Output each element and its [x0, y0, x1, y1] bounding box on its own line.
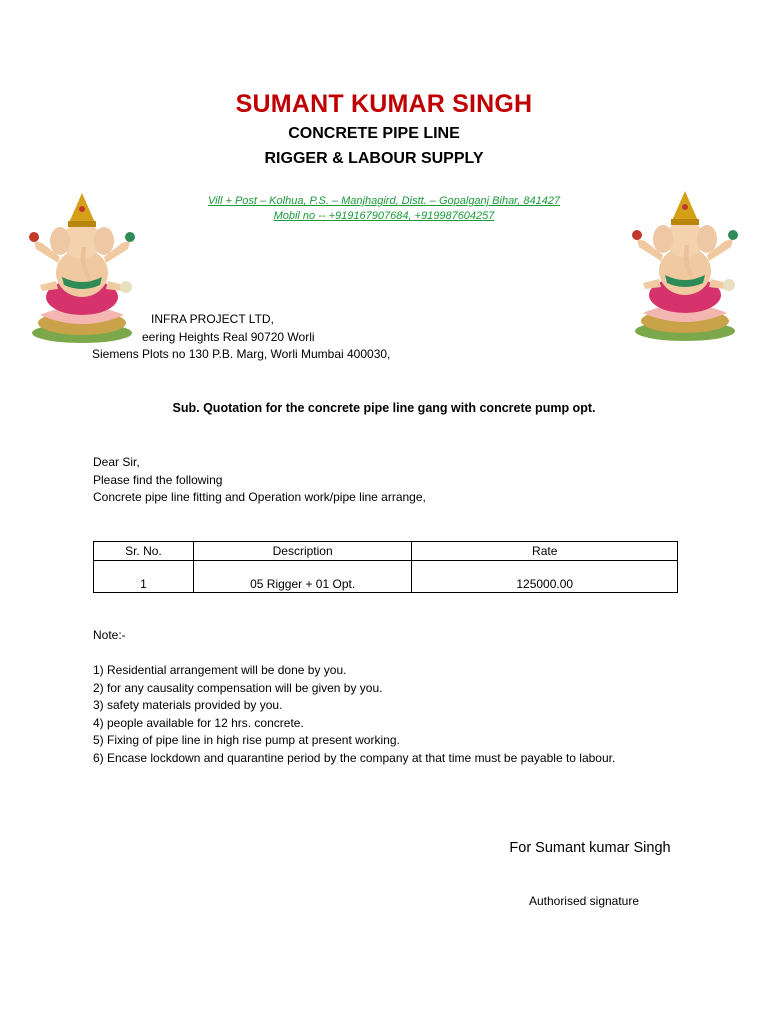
note-item: 3) safety materials provided by you.	[93, 698, 283, 712]
business-line-1: CONCRETE PIPE LINE	[288, 125, 460, 142]
header-rate: Rate	[412, 542, 678, 561]
table-header-row	[94, 542, 678, 561]
authorised-signature: Authorised signature	[528, 894, 640, 908]
intro-text: Please find the following	[93, 472, 223, 487]
business-line-2: RIGGER & LABOUR SUPPLY	[264, 150, 484, 167]
note-item: 5) Fixing of pipe line in high rise pump at present working.	[93, 733, 400, 747]
ganesha-idol-image-right	[625, 183, 745, 343]
contact-address: Vill + Post – Kolhua, P.S. – Manjhagird, Distt. – Gopalganj Bihar, 841427	[207, 195, 561, 207]
work-description: Concrete pipe line fitting and Operation work/pipe line arrange,	[93, 490, 426, 504]
salutation: Dear Sir,	[93, 455, 140, 469]
contact-mobile: Mobil no -- +919167907684, +919987604257	[273, 210, 495, 222]
recipient-line-2: eering Heights Real 90720 Worli	[142, 329, 315, 344]
note-item: 4) people available for 12 hrs. concrete.	[93, 715, 304, 730]
note-label: Note:-	[93, 628, 126, 642]
recipient-line-3: Siemens Plots no 130 P.B. Marg, Worli Mumbai 400030,	[92, 347, 391, 361]
subject-line: Sub. Quotation for the concrete pipe line gang with concrete pump opt.	[172, 401, 596, 415]
note-item: 1) Residential arrangement will be done by you.	[93, 663, 347, 677]
cell-rate: 125000.00	[412, 561, 678, 593]
notes-list	[93, 662, 693, 767]
table-row	[94, 561, 678, 593]
header-description: Description	[193, 542, 412, 561]
company-name: SUMANT KUMAR SINGH	[235, 90, 533, 118]
cell-description: 05 Rigger + 01 Opt.	[193, 561, 412, 593]
recipient-line-1: INFRA PROJECT LTD,	[151, 312, 274, 326]
cell-sr-no: 1	[94, 561, 194, 593]
greeting	[93, 454, 653, 507]
ganesha-figure	[632, 191, 738, 341]
rate-table	[93, 541, 678, 593]
note-item: 2) for any causality compensation will be given by you.	[93, 680, 383, 695]
note-item: 6) Encase lockdown and quarantine period by the company at that time must be payable to labour.	[93, 750, 616, 765]
recipient-address	[92, 311, 512, 364]
header-sr-no: Sr. No.	[94, 542, 194, 561]
signature-for: For Sumant kumar Singh	[509, 840, 671, 856]
